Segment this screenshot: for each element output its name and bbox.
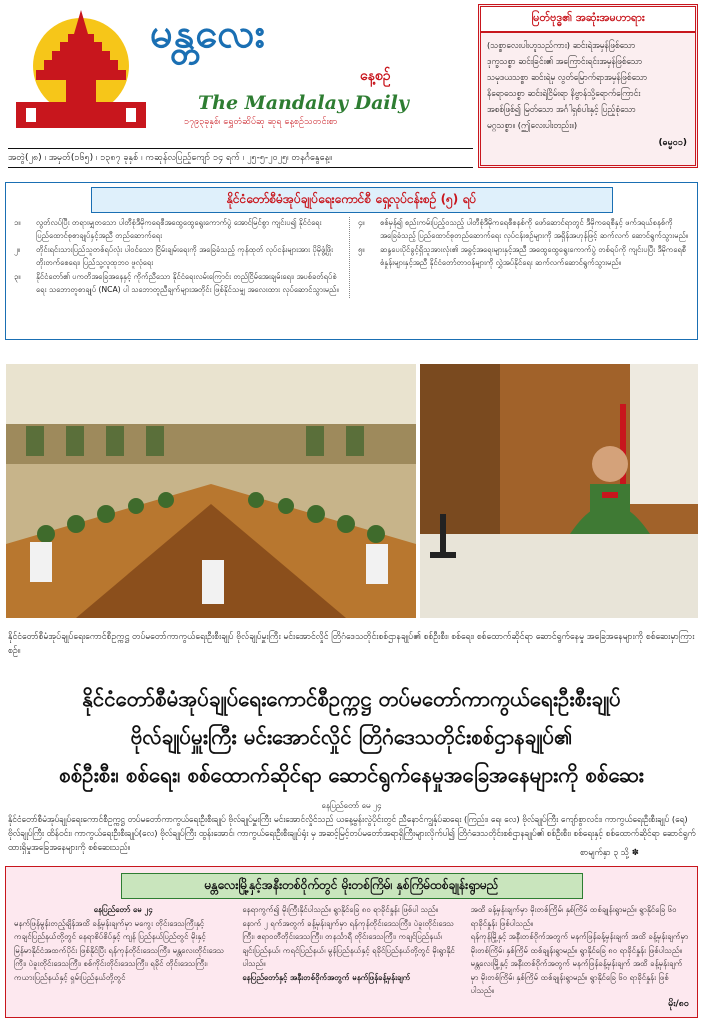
objectives-box: [5, 182, 698, 340]
objective-item: [358, 244, 689, 269]
objective-number: ၃။: [14, 272, 21, 281]
buddha-teaching-box: [478, 4, 698, 168]
headline-line: ဗိုလ်ချုပ်မှူးကြီး မင်းအောင်လှိုင် တြိဂံဒေသတိုင်းစစ်ဌာနချုပ်၏: [130, 725, 573, 749]
objective-text: နိုင်ငံတော်၏ ပကတိအခြေအနေနှင့် ကိုက်ညီသော နိုင်ငံရေးလမ်းကြောင်း တည်ငြိမ်အေးချမ်းရေး၊ အပစ်ခတ်ရပ်စဲရေး သဘောတူစာချုပ် (NCA) ပါ သဘောတူညီချက်များအတိုင်း ဖြစ်နိုင်သမျှ အလေးထား လုပ်ဆောင်သွားမည်။: [36, 272, 339, 294]
weather-title: မန္တလေးမြို့နှင့်အနီးတစ်ဝိုက်တွင် မိုးတစ်ကြိမ်၊ နှစ်ကြိမ်ထစ်ချုန်းရွာမည်: [121, 873, 583, 899]
masthead-english-title: The Mandalay Daily: [198, 92, 409, 114]
weather-column-3: [471, 903, 689, 1011]
objective-text: တိုင်းရင်းသားပြည်သူတစ်ရပ်လုံး ပါဝင်သော ငြိမ်းချမ်းရေးကို အခြေခံသည့် ကုန်ထုတ် လုပ်ငန်းများအား ပိုမိုဖွံ့ဖြိုးတိုးတက်စေရေး၊ ပြည်သူ့လူထုဘဝ ဖူလုံရေး: [36, 245, 333, 267]
objective-item: [14, 271, 345, 296]
objective-item: [358, 217, 689, 242]
weather-paragraph: အထိ ခန့်မှန်းချက်မှာ မိုးတစ်ကြိမ်၊ နှစ်ကြိမ် ထစ်ချုန်းရွာမည်။ ရွာနိုင်ခြေ ၆၀ ရာခိုင်နှုန်း ဖြစ်ပါသည်။: [470, 905, 677, 928]
weather-column-1: [14, 903, 232, 1011]
weather-paragraph: နေပြည်တော်နှင့် အနီးတစ်ဝိုက်အတွက် မနက်ဖြန်ခန့်မှန်းချက်: [242, 972, 411, 982]
objective-number: ၂။: [14, 245, 21, 254]
main-headline: [0, 680, 703, 794]
objective-item: [14, 217, 345, 242]
objective-text: စစ်မှန်၍ စည်းကမ်းပြည့်ဝသည့် ပါတီစုံဒီမိုကရေစီစနစ်ကို ဖော်ဆောင်ရာတွင် ဒီမိုကရေစီနှင့် ဖက်ဒရယ်စနစ်ကို အခြေခံသည့် ပြည်ထောင်စုတည်ဆောက်ရေး လုပ်ငန်းစဉ်များကို အရှိန်အဟုန်ဖြင့် ဆက်လက် ဆောင်ရွက်သွားမည်။: [380, 218, 689, 240]
weather-forecast-box: [5, 866, 698, 1018]
buddha-teaching-title: မြတ်ဗုဒ္ဓ၏ အဆုံးအမဟာရား: [481, 7, 695, 33]
weather-paragraph: နေရာကွက်၍ မိုးကြီးနိုင်ပါသည်။ ရွာနိုင်ခြေ ၈၀ ရာခိုင်နှုန်း ဖြစ်ပါ သည်။: [242, 905, 438, 914]
objective-number: ၅။: [358, 245, 365, 254]
objective-text: ဆန္ဒပေးပိုင်ခွင့်ရှိသူအားလုံး၏ အခွင့်အရေးများနှင့်အညီ အထွေထွေရွေးကောက်ပွဲ တစ်ရပ်ကို ကျင်းပပြီး ဒီမိုကရေစီ စံနှုန်းများနှင့်အညီ နိုင်ငံတော်တာဝန်များကို လွှဲအပ်နိုင်ရေး ဆက်လက်ဆောင်ရွက်သွားမည်။: [380, 245, 686, 267]
objectives-title: နိုင်ငံတော်စီမံအုပ်ချုပ်ရေးကောင်စီ ရှေ့လုပ်ငန်းစဉ် (၅) ရပ်: [91, 187, 613, 213]
objectives-left-column: [14, 217, 345, 298]
teaching-line: မဂ္ဂသစ္စာ။ (ဤလေးပါးတည်း။): [487, 120, 578, 130]
weather-paragraph: မန္တလေးမြို့နှင့် အနီးတစ်ဝိုက်အတွက် မနက်ဖြန်ခန့်မှန်းချက် အထိ ခန့်မှန်းချက်မှာ မိုးတစ်ကြိမ်၊ နှစ်ကြိမ် ထစ်ချုန်းရွာမည်။ ရွာနိုင်ခြေ ၆၀ ရာခိုင်နှုန်း ဖြစ်ပါသည်။: [470, 959, 683, 995]
masthead-logo: [6, 4, 156, 132]
masthead-tagline: ၁၇၉၃ခုနှစ်၊ ရွှေတံဆိပ်ဆု ဆုရ နေ့စဉ်သတင်းစာ: [184, 117, 338, 127]
weather-paragraph: ရန်ကုန်မြို့နှင့် အနီးတစ်ဝိုက်အတွက် မနက်ဖြန်ခန့်မှန်းချက် အထိ ခန့်မှန်းချက်မှာ မိုးတစ်ကြိမ်၊ နှစ်ကြိမ် ထစ်ချုန်းရွာမည်။ ရွာနိုင်ခြေ ၈၀ ရာခိုင်နှုန်း ဖြစ်ပါသည်။: [470, 932, 689, 955]
weather-paragraph: နေပြည်တော် မေ ၂၄: [93, 905, 153, 914]
teaching-line: သမုဒယသစ္စာ ဆင်းရဲမှ လွတ်မြောက်ရာအမှန်ဖြစ်သော: [487, 72, 648, 82]
story-dateline: နေပြည်တော် မေ ၂၄: [321, 801, 382, 810]
buddha-teaching-text: [481, 33, 695, 137]
weather-paragraph: မနက်ဖြန်မွန်းတည့်ချိန်အထိ ခန့်မှန်းချက်မှာ မကွေး တိုင်းဒေသကြီးနှင့် ကချင်ပြည်နယ်တို့တွင် နေရာစိပ်စိပ်နှင့် ကျန် ပြည်နယ်ပြည်တွင် မိုးနှင့် မြန်မာနိုင်ငံအထက်ပိုင်း ဖြစ်နိုင်ပြီး ရန်ကုန်တိုင်းဒေသကြီး၊ မန္တလေးတိုင်းဒေသကြီး၊ ပဲခူးတိုင်းဒေသကြီး၊ စစ်ကိုင်းတိုင်းဒေသကြီး၊ ရခိုင် တိုင်းဒေသကြီး၊ ကယားပြည်နယ်နှင့် ရှမ်းပြည်နယ်တို့တွင်: [14, 918, 225, 982]
continued-on-page: စာမျက်နှာ ၃ သို့ ✽: [580, 848, 639, 858]
objective-number: ၄။: [358, 218, 365, 227]
objective-number: ၁။: [14, 218, 21, 227]
headline-line: စစ်ဦးစီး၊ စစ်ရေး၊ စစ်ထောက်ဆိုင်ရာ ဆောင်ရွက်နေမှုအခြေအနေများကို စစ်ဆေး: [59, 763, 644, 787]
objective-text: လွတ်လပ်ပြီး တရားမျှတသော ပါတီစုံဒီမိုကရေစီအထွေထွေရွေးကောက်ပွဲ အောင်မြင်စွာ ကျင်းပ၍ နိုင်ငံရေး ပြည်ထောင်စုစာချုပ်နှင့်အညီ တည်ဆောက်ရေး: [36, 218, 322, 240]
objectives-right-column: [349, 217, 689, 298]
headline-line: နိုင်ငံတော်စီမံအုပ်ချုပ်ရေးကောင်စီဥက္ကဋ္ဌ တပ်မတော်ကာကွယ်ရေးဦးစီးချုပ်: [82, 687, 621, 711]
masthead-title: မန္တလေး: [150, 10, 266, 57]
teaching-reference: (ဓမ္မ၀၁): [658, 138, 687, 148]
teaching-line: အစစ်ဖြစ်၍ မြတ်သော အင်္ဂါရှစ်ပါးနှင့် ပြည့်စုံသော: [487, 104, 636, 114]
objective-item: [14, 244, 345, 269]
masthead-subtitle: နေ့စဉ်: [360, 68, 391, 84]
photo-caption: နိုင်ငံတော်စီမံအုပ်ချုပ်ရေးကောင်စီဥက္ကဋ္ဌ တပ်မတော်ကာကွယ်ရေးဦးစီးချုပ် ဗိုလ်ချုပ်မှူးကြီး မင်းအောင်လှိုင် တြိဂံဒေသတိုင်းစစ်ဌာနချုပ်၏ စစ်ဦးစီး၊ စစ်ရေး၊ စစ်ထောက်ဆိုင်ရာ ဆောင်ရွက်နေမှု အခြေအနေများကို စစ်ဆေးမှာကြားစဉ်။: [8, 632, 695, 656]
issue-dateline: အတွဲ(၂၈) ၊ အမှတ်(၁၆၅) ၊ ၁၃၈၇ ခုနှစ် ၊ ကဆုန်လပြည့်ကျော် ၁၄ ရက် ၊ ၂၅-၅-၂၀၂၅၊ တနင်္ဂနွေနေ့။: [8, 148, 473, 168]
weather-column-2: [242, 903, 460, 1011]
teaching-line: နိရောဓသစ္စာ ဆင်းရဲငြိမ်းရာ နိဗ္ဗာန်သို့ရောက်ကြောင်း: [487, 88, 641, 98]
meeting-hall-photo: [6, 364, 416, 618]
weather-paragraph: နောက် ၂ ရက်အတွက် ခန့်မှန်းချက်မှာ ရန်ကုန်တိုင်းဒေသကြီး၊ ပဲခူးတိုင်းဒေသကြီး၊ ဧရာဝတီတိုင်းဒေသကြီး၊ တနင်္သာရီ တိုင်းဒေသကြီး၊ ကချင်ပြည်နယ်၊ ချင်းပြည်နယ်၊ ကရင်ပြည်နယ်၊ မွန်ပြည်နယ်နှင့် ရခိုင်ပြည်နယ်တို့တွင် မိုးရွာနိုင်ပါသည်။: [242, 918, 455, 968]
teaching-line: ဒုက္ခသစ္စာ ဆင်းခြင်း၏ အကြောင်းရင်းအမှန်ဖြစ်သော: [487, 56, 643, 66]
teaching-line: (သစ္စာလေးပါးဟူသည်ကား) ဆင်းရဲအမှန်ဖြစ်သော: [487, 40, 636, 50]
senior-general-photo: [420, 364, 698, 618]
story-body: နိုင်ငံတော်စီမံအုပ်ချုပ်ရေးကောင်စီဥက္ကဋ္ဌ တပ်မတော်ကာကွယ်ရေးဦးစီးချုပ် ဗိုလ်ချုပ်မှူးကြီး မင်းအောင်လှိုင်သည် ယနေ့မွန်းလွဲပိုင်းတွင် ညီနောင်ကျွန်ုပ်ဆရေး (ကြည်း၊ ရေ၊ လေ) ဗိုလ်ချုပ်ကြီး ကျော်စွာလင်း၊ ကာကွယ်ရေးဦးစီးချုပ် (ရေ) ဗိုလ်ချုပ်ကြီး ထိန်ဝင်း၊ ကာကွယ်ရေးဦးစီးချုပ်(လေ) ဗိုလ်ချုပ်ကြီး ထွန်းအောင်၊ ကာကွယ်ရေးဦးစီးချုပ်ရုံး မှ အဆင့်မြင့်တပ်မတော်အရာရှိကြီးများလိုက်ပါ၍ တြိဂံဒေသတိုင်းစစ်ဌာနချုပ်၏ စစ်ဦးစီး၊ စစ်ရေးနှင့် စစ်ထောက်ဆိုင်ရာ ဆောင်ရွက်ထားရှိမှုအခြေအနေများကို စစ်ဆေးသည်။: [8, 814, 696, 852]
weather-reference: မိုး/၈၀: [668, 998, 689, 1009]
